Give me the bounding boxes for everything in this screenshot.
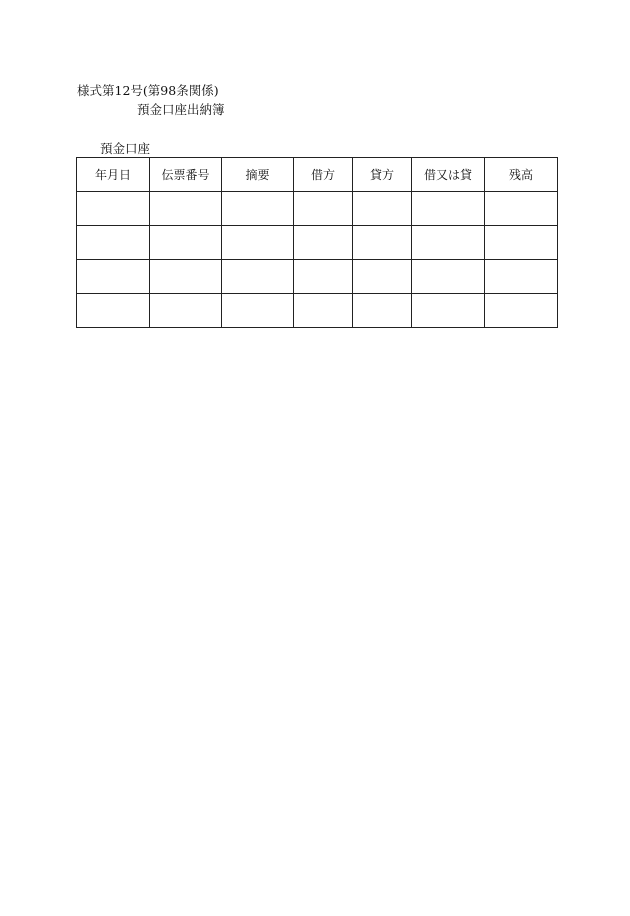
ledger-table <box>76 157 558 328</box>
table-cell <box>294 226 353 260</box>
form-title: 預金口座出納簿 <box>137 102 225 117</box>
table-cell <box>150 260 222 294</box>
table-cell <box>294 260 353 294</box>
table-cell <box>353 294 412 328</box>
table-cell <box>77 226 150 260</box>
table-caption: 預金口座 <box>100 141 151 156</box>
column-header-debit-or-credit: 借又は貸 <box>412 158 485 192</box>
table-cell <box>150 294 222 328</box>
table-cell <box>412 294 485 328</box>
table-cell <box>485 260 558 294</box>
form-number: 様式第12号(第98条関係) <box>77 83 219 98</box>
table-cell <box>222 226 294 260</box>
table-row <box>77 192 558 226</box>
table-cell <box>485 294 558 328</box>
table-row <box>77 294 558 328</box>
column-header-credit: 貸方 <box>353 158 412 192</box>
table-cell <box>412 192 485 226</box>
table-cell <box>353 192 412 226</box>
table-cell <box>77 294 150 328</box>
column-header-description: 摘要 <box>222 158 294 192</box>
column-header-voucher-number: 伝票番号 <box>150 158 222 192</box>
table-cell <box>485 226 558 260</box>
table-cell <box>353 260 412 294</box>
table-cell <box>150 192 222 226</box>
table-cell <box>412 226 485 260</box>
column-header-balance: 残高 <box>485 158 558 192</box>
column-header-date: 年月日 <box>77 158 150 192</box>
table-cell <box>222 294 294 328</box>
table-cell <box>294 294 353 328</box>
table-cell <box>353 226 412 260</box>
table-cell <box>412 260 485 294</box>
table-cell <box>77 260 150 294</box>
table-row <box>77 260 558 294</box>
header-row <box>77 158 558 192</box>
table-cell <box>77 192 150 226</box>
table-cell <box>222 192 294 226</box>
table-row <box>77 226 558 260</box>
table-cell <box>294 192 353 226</box>
table-cell <box>485 192 558 226</box>
column-header-debit: 借方 <box>294 158 353 192</box>
table-cell <box>150 226 222 260</box>
table-cell <box>222 260 294 294</box>
